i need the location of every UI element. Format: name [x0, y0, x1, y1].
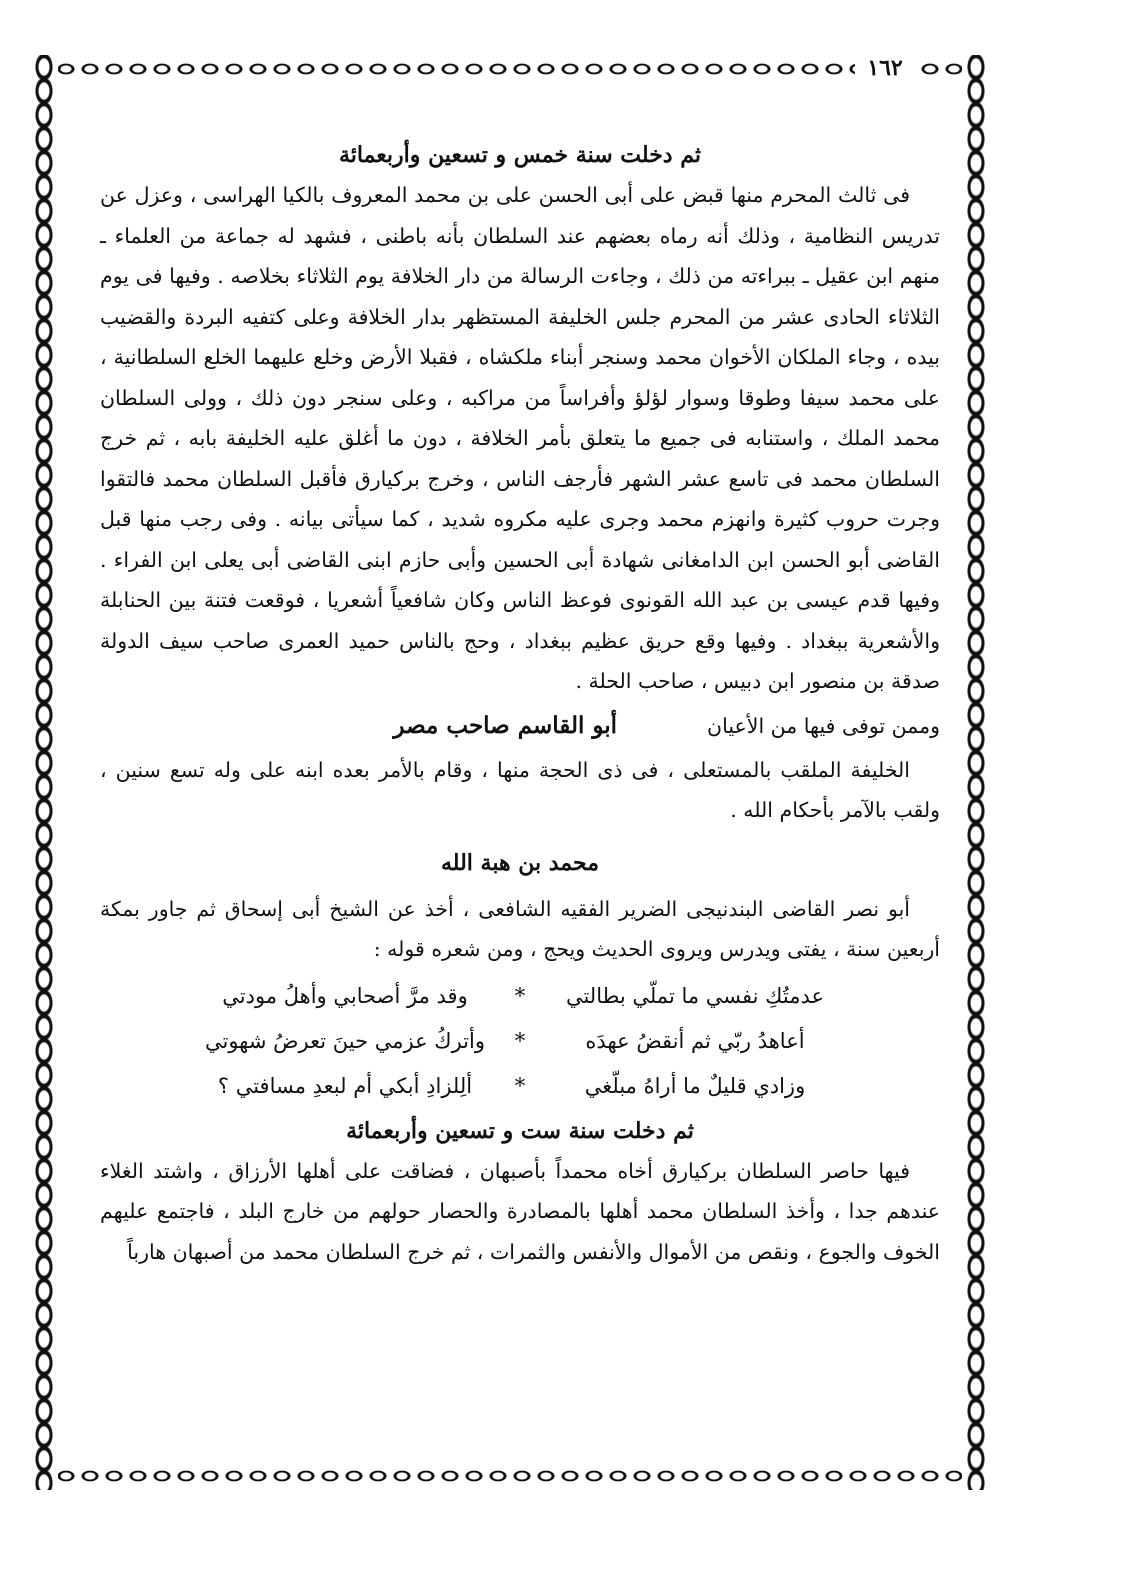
poem-verse	[100, 1064, 940, 1109]
page-number: ١٦٢	[855, 52, 915, 84]
page-content	[100, 135, 940, 1272]
verse-first-hemistich: وزادي قليلٌ ما أراهُ مبلّغي	[584, 1073, 806, 1098]
year-heading-496: ثم دخلت سنة ست و تسعين وأربعمائة	[346, 1117, 694, 1144]
person-name-abu-al-qasim: أبو القاسم صاحب مصر	[393, 711, 618, 739]
poem	[100, 974, 940, 1109]
ornamental-border-top	[30, 55, 990, 83]
verse-second-hemistich: وأتركُ عزمي حينَ تعرضُ شهوتي	[204, 1028, 485, 1053]
person-name-muhammad-ibn-hibat-allah: محمد بن هبة الله	[440, 849, 600, 876]
verse-second-hemistich: ألِلزادِ أبكي أم لبعدِ مسافتي ؟	[217, 1073, 473, 1098]
ornamental-border-left	[30, 55, 58, 1490]
year-496-paragraph: فيها حاصر السلطان بركيارق أخاه محمداً بأصبهان ، فضاقت على أهلها الأرزاق ، واشتد الغلاء عندهم جدا ، وأخذ السلطان محمد أهلها بالمصادرة والحصار حولهم من خارج البلد ، فاجتمع عليهم الخوف والجوع ، ونقص من الأموال والأنفس والثمرات ، ثم خرج السلطان محمد من أصبهان هارباً	[100, 1158, 940, 1264]
verse-first-hemistich: أعاهدُ ربّي ثم أنقضُ عهدَه	[585, 1028, 805, 1053]
person-bio-muhammad-ibn-hibat-allah: أبو نصر القاضى البندنيجى الضرير الفقيه الشافعى ، أخذ عن الشيخ أبى إسحاق ثم جاور بمكة أربعين سنة ، يفتى ويدرس ويروى الحديث ويحج ، ومن شعره قوله :	[100, 896, 940, 961]
verse-second-hemistich: وقد مرَّ أصحابي وأهلُ مودتي	[222, 983, 468, 1008]
year-495-paragraph: فى ثالث المحرم منها قبض على أبى الحسن على بن محمد المعروف بالكيا الهراسى ، وعزل عن تدريس النظامية ، وذلك أنه رماه بعضهم عند السلطان بأنه باطنى ، فشهد له جماعة من العلماء ـ منهم ابن عقيل ـ ببراءته من ذلك ، وجاءت الرسالة من دار الخلافة يوم الثلاثاء بخلاصه . وفيها فى يوم الثلاثاء الحادى عشر من المحرم جلس الخليفة المستظهر بدار الخلافة وعلى كتفيه البردة والقضيب بيده ، وجاء الملكان الأخوان محمد وسنجر أبناء ملكشاه ، فقبلا الأرض وخلع عليهما الخلع السلطانية ، على محمد سيفا وطوقا وسوار لؤلؤ وأفراساً من مراكبه ، وعلى سنجر دون ذلك ، وولى السلطان محمد الملك ، واستنابه فى جميع ما يتعلق بأمر الخلافة ، دون ما أغلق عليه الخليفة بابه ، ثم خرج السلطان محمد فى تاسع عشر الشهر فأرجف الناس ، وخرج بركيارق فأقبل السلطان محمد فالتقوا وجرت حروب كثيرة وانهزم محمد وجرى عليه مكروه شديد ، كما سيأتى بيانه . وفى رجب منها قبل القاضى أبو الحسن ابن الدامغانى شهادة أبى الحسين وأبى حازم ابنى القاضى أبى يعلى ابن الفراء . وفيها قدم عيسى بن عبد الله القونوى فوعظ الناس وكان شافعياً أشعريا ، فوقعت فتنة بين الحنابلة والأشعرية ببغداد . وفيها وقع حريق عظيم ببغداد ، وحج بالناس حميد العمرى صاحب سيف الدولة صدقة بن منصور ابن دبيس ، صاحب الحلة .	[100, 183, 940, 693]
person-bio-abu-al-qasim: الخليفة الملقب بالمستعلى ، فى ذى الحجة منها ، وقام بالأمر بعده ابنه على وله تسع سنين ، ولقب بالآمر بأحكام الله .	[100, 757, 940, 822]
verse-separator: *	[514, 983, 526, 1008]
deaths-heading-row	[100, 702, 940, 750]
ornamental-border-right	[962, 55, 990, 1490]
poem-verse	[100, 1019, 940, 1064]
year-heading-495: ثم دخلت سنة خمس و تسعين وأربعمائة	[338, 142, 702, 168]
verse-separator: *	[514, 1073, 526, 1098]
verse-first-hemistich: عدمتُكِ نفسي ما تملّي بطالتي	[565, 983, 825, 1008]
poem-verse	[100, 974, 940, 1019]
deaths-intro: وممن توفى فيها من الأعيان	[707, 713, 940, 738]
verse-separator: *	[514, 1028, 526, 1053]
ornamental-border-bottom	[30, 1462, 990, 1490]
